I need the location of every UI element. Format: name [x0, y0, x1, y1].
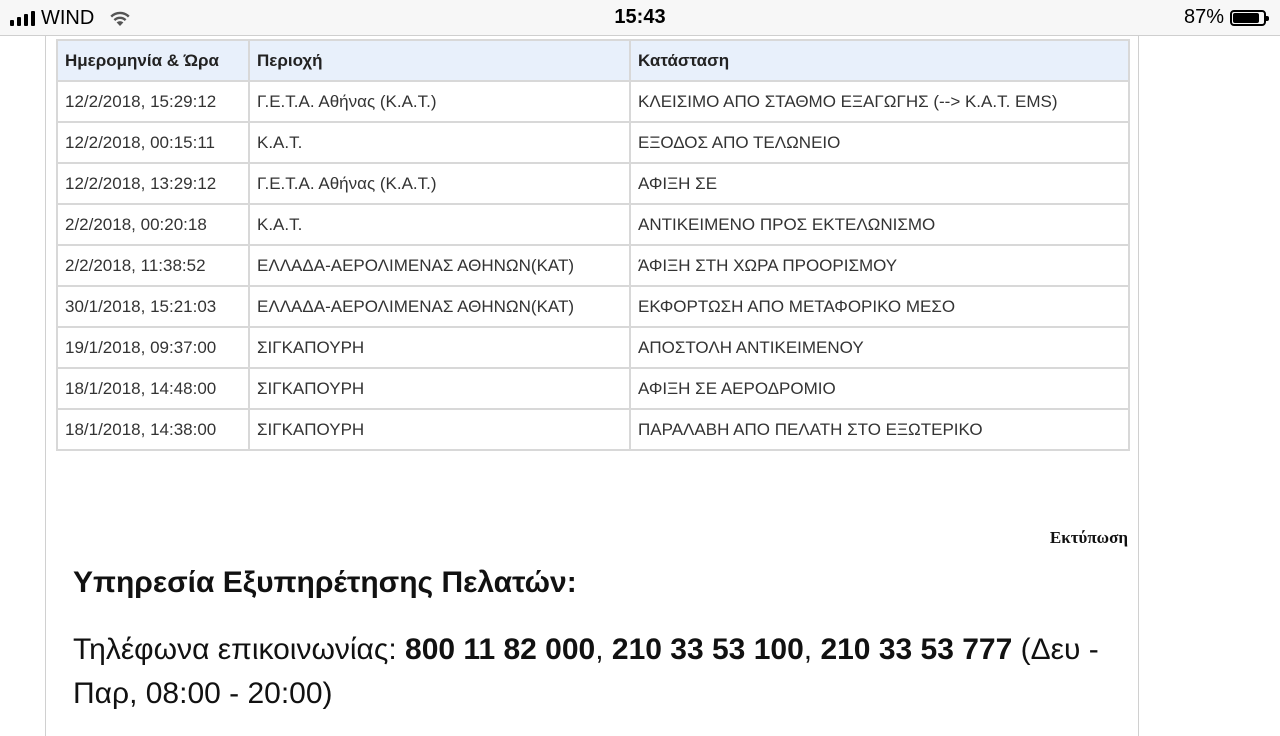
- table-row: [57, 122, 1129, 163]
- cell-status: ΕΚΦΟΡΤΩΣΗ ΑΠΟ ΜΕΤΑΦΟΡΙΚΟ ΜΕΣΟ: [630, 286, 1129, 327]
- column-header-datetime: Ημερομηνία & Ώρα: [57, 40, 249, 81]
- tracking-table: [56, 39, 1130, 451]
- service-hours: (Δευ - Παρ, 08:00 - 20:00): [73, 633, 1099, 710]
- table-row: [57, 163, 1129, 204]
- carrier-name: WIND: [41, 6, 95, 29]
- cell-datetime: 12/2/2018, 13:29:12: [57, 163, 249, 204]
- cell-status: ΑΠΟΣΤΟΛΗ ΑΝΤΙΚΕΙΜΕΝΟΥ: [630, 327, 1129, 368]
- cell-area: ΕΛΛΑΔΑ-ΑΕΡΟΛΙΜΕΝΑΣ ΑΘΗΝΩΝ(ΚΑΤ): [249, 245, 630, 286]
- cell-datetime: 2/2/2018, 11:38:52: [57, 245, 249, 286]
- cell-status: ΚΛΕΙΣΙΜΟ ΑΠΟ ΣΤΑΘΜΟ ΕΞΑΓΩΓΗΣ (--> K.A.T. EMS): [630, 81, 1129, 122]
- cell-area: ΣΙΓΚΑΠΟΥΡΗ: [249, 327, 630, 368]
- cell-area: Γ.Ε.Τ.Α. Αθήνας (Κ.Α.Τ.): [249, 163, 630, 204]
- battery-icon: [1230, 10, 1266, 26]
- contact-phones: Τηλέφωνα επικοινωνίας: 800 11 82 000, 210 33 53 100, 210 33 53 777 (Δευ - Παρ, 08:00 - 20:00): [73, 633, 1099, 710]
- cell-status: ΑΦΙΞΗ ΣΕ ΑΕΡΟΔΡΟΜΙΟ: [630, 368, 1129, 409]
- cell-status: ΑΝΤΙΚΕΙΜΕΝΟ ΠΡΟΣ ΕΚΤΕΛΩΝΙΣΜΟ: [630, 204, 1129, 245]
- cell-area: Κ.Α.Τ.: [249, 122, 630, 163]
- table-row: [57, 204, 1129, 245]
- status-bar: [0, 0, 1280, 36]
- cell-area: Γ.Ε.Τ.Α. Αθήνας (Κ.Α.Τ.): [249, 81, 630, 122]
- column-header-area: Περιοχή: [249, 40, 630, 81]
- cell-datetime: 18/1/2018, 14:48:00: [57, 368, 249, 409]
- cell-area: Κ.Α.Τ.: [249, 204, 630, 245]
- battery-nub: [1266, 16, 1269, 21]
- cell-status: ΕΞΟΔΟΣ ΑΠΟ ΤΕΛΩΝΕΙΟ: [630, 122, 1129, 163]
- cell-datetime: 12/2/2018, 00:15:11: [57, 122, 249, 163]
- cell-datetime: 19/1/2018, 09:37:00: [57, 327, 249, 368]
- phone-number[interactable]: 210 33 53 100: [611, 633, 804, 666]
- cell-datetime: 12/2/2018, 15:29:12: [57, 81, 249, 122]
- battery-percentage: 87%: [1183, 6, 1224, 28]
- phone-number[interactable]: 210 33 53 777: [820, 633, 1013, 666]
- status-bar-right: [1184, 6, 1266, 29]
- table-row: [57, 286, 1129, 327]
- cell-area: ΣΙΓΚΑΠΟΥΡΗ: [249, 368, 630, 409]
- cell-status: ΑΦΙΞΗ ΣΕ: [630, 163, 1129, 204]
- print-link[interactable]: Εκτύπωση: [1049, 528, 1128, 547]
- battery-fill: [1233, 13, 1259, 23]
- cell-datetime: 2/2/2018, 00:20:18: [57, 204, 249, 245]
- column-header-status: Κατάσταση: [630, 40, 1129, 81]
- phone-number[interactable]: 800 11 82 000: [405, 633, 596, 666]
- table-row: [57, 409, 1129, 450]
- table-row: [57, 81, 1129, 122]
- cell-status: ΆΦΙΞΗ ΣΤΗ ΧΩΡΑ ΠΡΟΟΡΙΣΜΟΥ: [630, 245, 1129, 286]
- cell-area: ΣΙΓΚΑΠΟΥΡΗ: [249, 409, 630, 450]
- phones-label: Τηλέφωνα επικοινωνίας:: [73, 633, 397, 666]
- cell-datetime: 30/1/2018, 15:21:03: [57, 286, 249, 327]
- cell-area: ΕΛΛΑΔΑ-ΑΕΡΟΛΙΜΕΝΑΣ ΑΘΗΝΩΝ(ΚΑΤ): [249, 286, 630, 327]
- table-row: [57, 327, 1129, 368]
- page-content: [45, 36, 1139, 736]
- table-header-row: [57, 40, 1129, 81]
- status-time: 15:43: [614, 6, 666, 28]
- table-row: [57, 245, 1129, 286]
- table-row: [57, 368, 1129, 409]
- cell-status: ΠΑΡΑΛΑΒΗ ΑΠΟ ΠΕΛΑΤΗ ΣΤΟ ΕΞΩΤΕΡΙΚΟ: [630, 409, 1129, 450]
- customer-service-heading: Υπηρεσία Εξυπηρέτησης Πελατών:: [73, 566, 577, 599]
- cell-datetime: 18/1/2018, 14:38:00: [57, 409, 249, 450]
